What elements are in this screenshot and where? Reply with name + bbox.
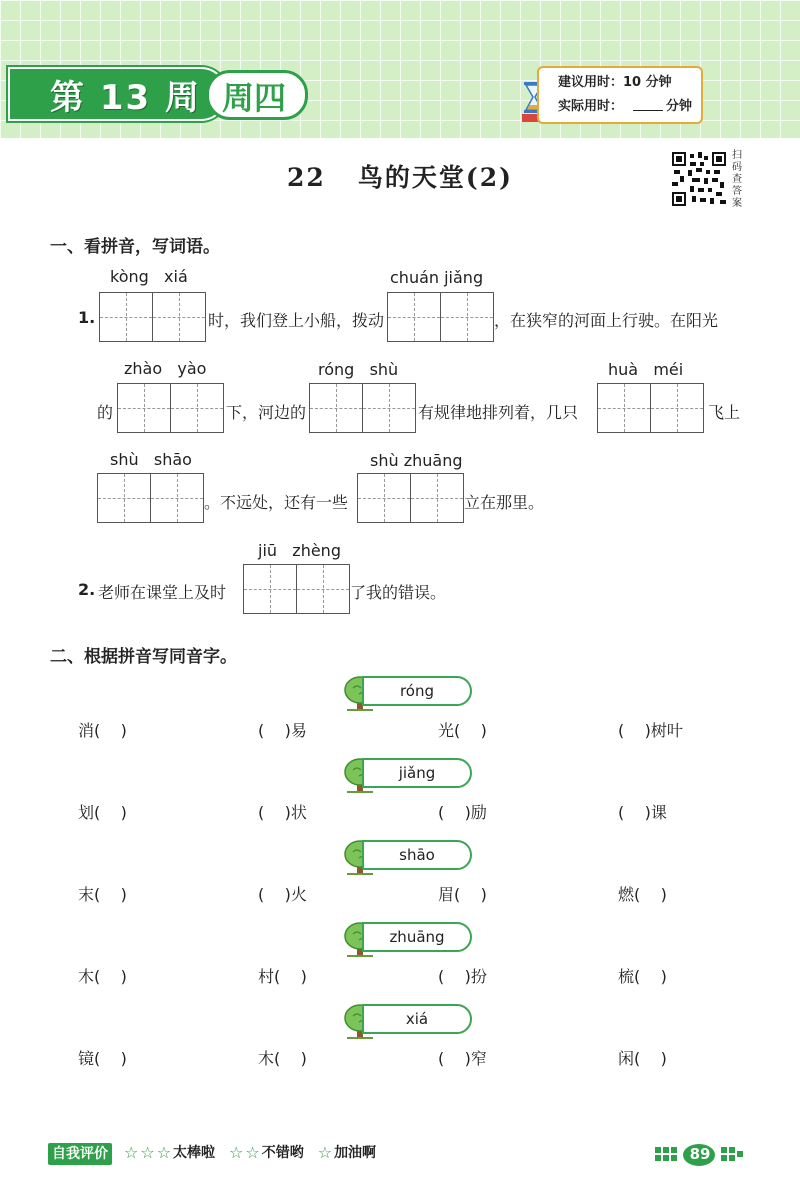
text-segment: 下，河边的 <box>226 403 307 422</box>
answer-grid-zhao-yao[interactable] <box>117 383 224 433</box>
pinyin-zhao-yao: zhào yào <box>124 359 207 378</box>
homophone-blank[interactable]: ( )励 <box>438 803 487 822</box>
star-icon[interactable]: ☆ <box>229 1142 244 1162</box>
homophone-blank[interactable]: 梳( ) <box>618 967 667 986</box>
suggested-time: 建议用时：10 分钟 <box>558 75 672 90</box>
homophone-blank[interactable]: 闲( ) <box>618 1049 667 1068</box>
pinyin-hua-mei: huà méi <box>608 360 684 379</box>
text-segment: 老师在课堂上及时 <box>98 583 227 602</box>
star-icon[interactable]: ☆ <box>140 1142 155 1162</box>
text-segment: 的 <box>97 403 114 422</box>
homophone-blank[interactable]: 眉( ) <box>438 885 487 904</box>
answer-grid-kong-xia[interactable] <box>99 292 206 342</box>
pinyin-tag: xiá <box>362 1004 472 1034</box>
week-label: 第 13 周 <box>50 78 201 118</box>
pinyin-shu-zhuang: shù zhuāng <box>370 451 463 470</box>
pinyin-kong-xia: kòng xiá <box>110 267 188 286</box>
answer-grid-chuan-jiang[interactable] <box>387 292 494 342</box>
question-number-2: 2. <box>78 580 96 599</box>
homophone-blank[interactable]: 划( ) <box>78 803 127 822</box>
text-segment: 了我的错误。 <box>350 583 447 602</box>
pinyin-chuan-jiang: chuán jiǎng <box>390 268 484 287</box>
self-eval-label: 自我评价 <box>48 1143 112 1165</box>
text-segment: 时，我们登上小船，拨动 <box>208 311 385 330</box>
homophone-blank[interactable]: ( )窄 <box>438 1049 487 1068</box>
text-segment: ，在狭窄的河面上行驶。在阳光 <box>494 311 719 330</box>
eval-great: 太棒啦 <box>173 1145 216 1161</box>
actual-time-unit: 分钟 <box>666 99 693 114</box>
homophone-blank[interactable]: ( )扮 <box>438 967 487 986</box>
pinyin-shu-shao: shù shāo <box>110 450 192 469</box>
day-label: 周四 <box>222 79 287 117</box>
homophone-blank[interactable]: 镜( ) <box>78 1049 127 1068</box>
text-segment: 立在那里。 <box>464 493 545 512</box>
pinyin-tag: shāo <box>362 840 472 870</box>
pinyin-tag: róng <box>362 676 472 706</box>
answer-grid-shu-shao[interactable] <box>97 473 204 523</box>
answer-grid-rong-shu[interactable] <box>309 383 416 433</box>
homophone-blank[interactable]: 末( ) <box>78 885 127 904</box>
answer-grid-hua-mei[interactable] <box>597 383 704 433</box>
actual-time-blank[interactable] <box>633 110 663 111</box>
eval-keep: 加油啊 <box>334 1145 377 1161</box>
pinyin-jiu-zheng: jiū zhèng <box>258 541 341 560</box>
text-segment: 飞上 <box>708 403 741 422</box>
lesson-title: 22 鸟的天堂(2) <box>287 163 513 192</box>
actual-time-label: 实际用时： <box>558 99 624 114</box>
page-number: 89 <box>689 1145 711 1163</box>
homophone-blank[interactable]: 消( ) <box>78 721 127 740</box>
homophone-blank[interactable]: ( )状 <box>258 803 307 822</box>
homophone-blank[interactable]: 木( ) <box>258 1049 307 1068</box>
qr-label: 扫码查答案 <box>732 150 742 209</box>
qr-code-icon[interactable] <box>672 152 726 206</box>
eval-options <box>124 1142 376 1162</box>
homophone-blank[interactable]: 村( ) <box>258 967 307 986</box>
homophone-blank[interactable]: ( )树叶 <box>618 721 683 740</box>
homophone-blank[interactable]: ( )课 <box>618 803 667 822</box>
section1-heading: 一、看拼音，写词语。 <box>50 237 220 257</box>
star-icon[interactable]: ☆ <box>156 1142 172 1162</box>
text-segment: 有规律地排列着，几只 <box>418 403 579 422</box>
text-segment: 。不远处，还有一些 <box>204 493 349 512</box>
section2-heading: 二、根据拼音写同音字。 <box>50 647 237 667</box>
homophone-blank[interactable]: ( )火 <box>258 885 307 904</box>
homophone-blank[interactable]: ( )易 <box>258 721 307 740</box>
homophone-blank[interactable]: 燃( ) <box>618 885 667 904</box>
answer-grid-shu-zhuang[interactable] <box>357 473 464 523</box>
homophone-blank[interactable]: 木( ) <box>78 967 127 986</box>
star-icon[interactable]: ☆ <box>124 1142 139 1162</box>
pinyin-tag: jiǎng <box>362 758 472 788</box>
homophone-blank[interactable]: 光( ) <box>438 721 487 740</box>
answer-grid-jiu-zheng[interactable] <box>243 564 350 614</box>
eval-good: 不错哟 <box>261 1145 304 1161</box>
question-number-1: 1. <box>78 308 96 327</box>
star-icon[interactable]: ☆ <box>245 1142 260 1162</box>
pinyin-rong-shu: róng shù <box>318 360 399 379</box>
pinyin-tag: zhuāng <box>362 922 472 952</box>
star-icon[interactable]: ☆ <box>317 1142 333 1162</box>
